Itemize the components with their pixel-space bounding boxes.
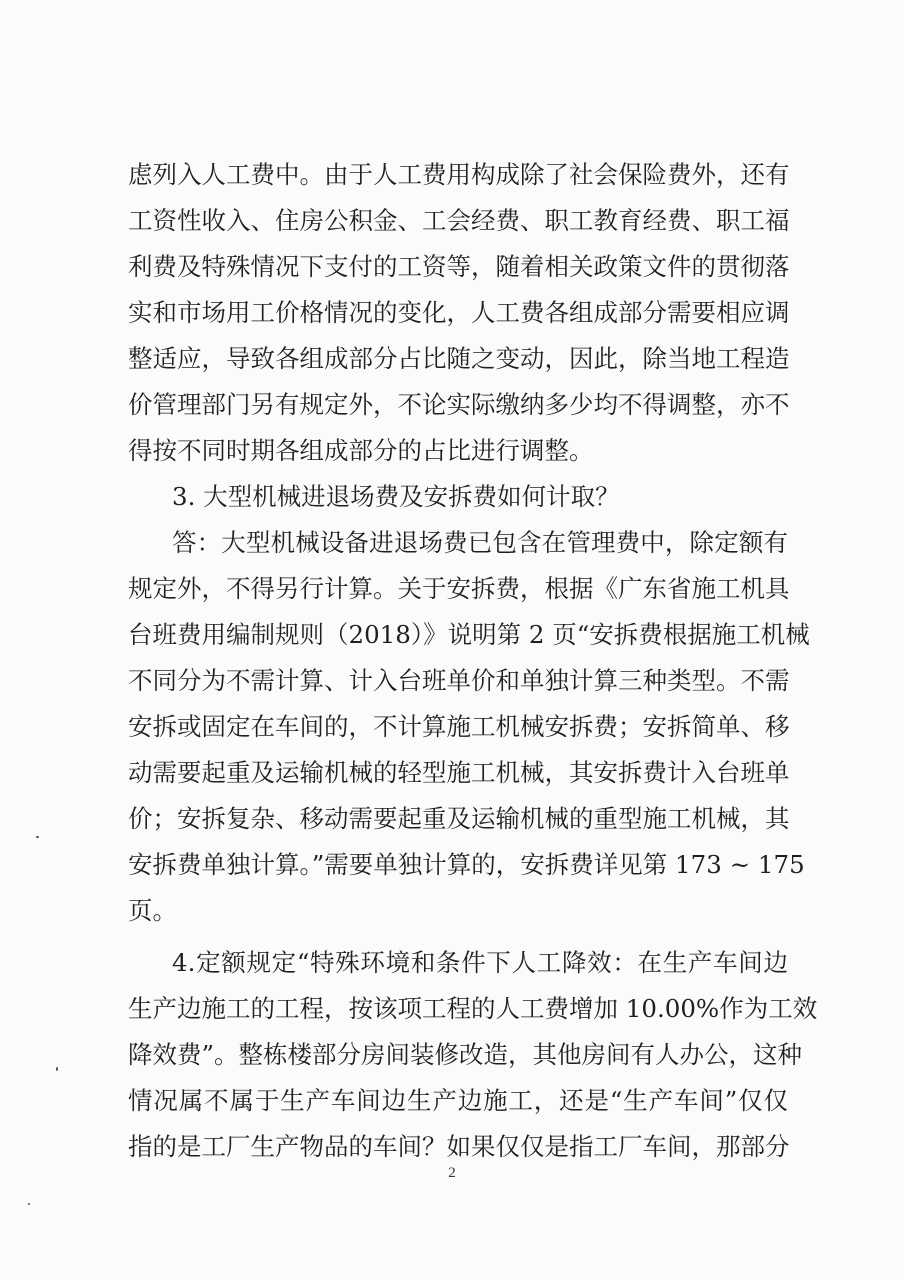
answer-first-line: 答：大型机械设备进退场费已包含在管理费中，除定额有 [172, 528, 788, 557]
text-line: 台班费用编制规则（2018）》说明第 2 页“安拆费根据施工机械 [128, 620, 810, 649]
text-line: 规定外，不得另行计算。关于安拆费，根据《广东省施工机具 [128, 574, 790, 603]
text-line: 情况属不属于生产车间边生产边施工，还是“生产车间”仅仅 [128, 1086, 788, 1115]
text-line: 工资性收入、住房公积金、工会经费、职工教育经费、职工福 [128, 206, 790, 235]
text-line: 安拆或固定在车间的，不计算施工机械安拆费；安拆简单、移 [128, 712, 790, 741]
text-line: 页。 [128, 896, 177, 925]
text-line: 整适应，导致各组成部分占比随之变动，因此，除当地工程造 [128, 344, 790, 373]
text-line: 降效费”。整栋楼部分房间装修改造，其他房间有人办公，这种 [128, 1040, 803, 1069]
text-line: 虑列入人工费中。由于人工费用构成除了社会保险费外，还有 [128, 160, 790, 189]
text-line: 安拆费单独计算。”需要单独计算的，安拆费详见第 173 ~ 175 [128, 850, 805, 879]
scan-speck [36, 836, 39, 838]
text-line: 不同分为不需计算、计入台班单价和单独计算三种类型。不需 [128, 666, 790, 695]
text-line: 利费及特殊情况下支付的工资等，随着相关政策文件的贯彻落 [128, 252, 790, 281]
text-line: 实和市场用工价格情况的变化，人工费各组成部分需要相应调 [128, 298, 790, 327]
page-number: 2 [448, 1165, 456, 1181]
scan-speck [56, 1067, 58, 1071]
text-line: 指的是工厂生产物品的车间？如果仅仅是指工厂车间，那部分 [128, 1132, 790, 1161]
text-line: 动需要起重及运输机械的轻型施工机械，其安拆费计入台班单 [128, 758, 790, 787]
text-line: 价；安拆复杂、移动需要起重及运输机械的重型施工机械，其 [128, 804, 790, 833]
text-line: 价管理部门另有规定外，不论实际缴纳多少均不得调整，亦不 [128, 390, 790, 419]
scan-speck [28, 1203, 30, 1205]
question-heading: 3. 大型机械进退场费及安拆费如何计取？ [172, 482, 620, 511]
text-line: 生产边施工的工程，按该项工程的人工费增加 10.00%作为工效 [128, 994, 818, 1023]
question-4-first-line: 4.定额规定“特殊环境和条件下人工降效：在生产车间边 [172, 948, 788, 977]
text-line: 得按不同时期各组成部分的占比进行调整。 [128, 436, 594, 465]
